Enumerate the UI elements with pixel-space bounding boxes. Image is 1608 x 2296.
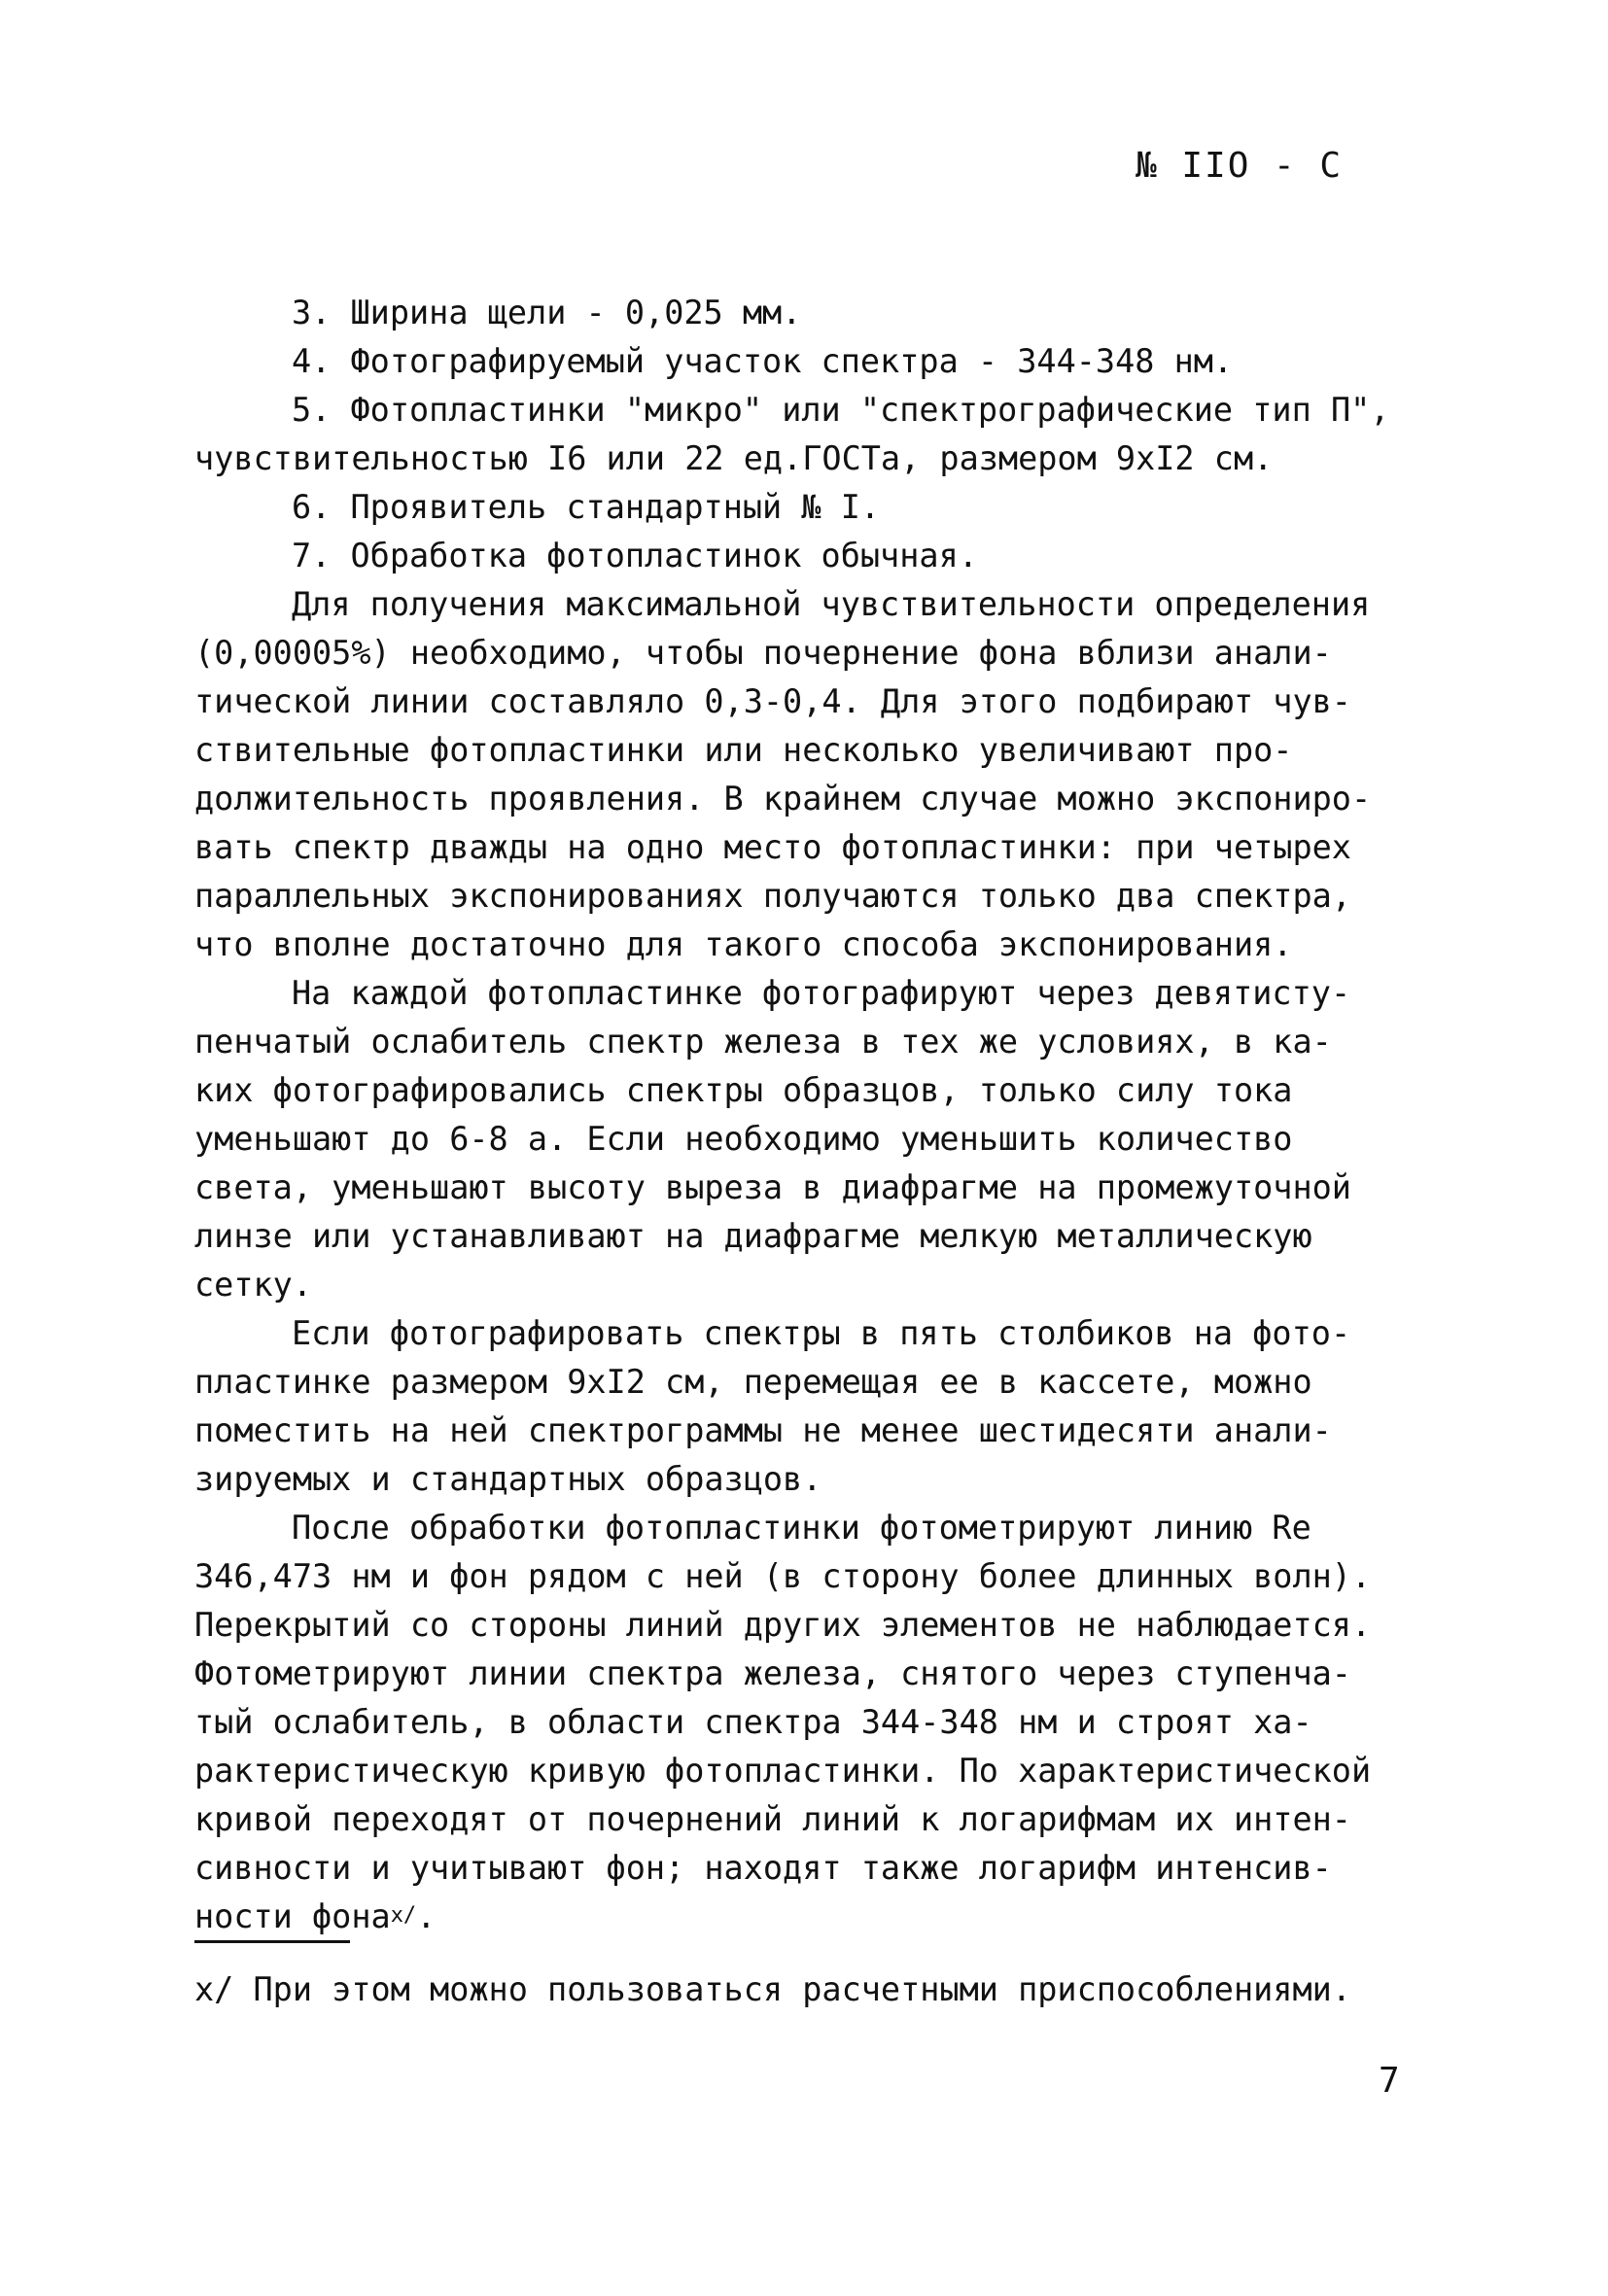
paragraph-line: что вполне достаточно для такого способа экспонирования. [194, 925, 1293, 963]
paragraph-line: рактеристическую кривую фотопластинки. По характеристической [194, 1752, 1372, 1790]
list-item-6: 6. Проявитель стандартный № I. [292, 488, 881, 526]
list-item-5-continued: чувствительностью I6 или 22 ед.ГОСТа, размером 9xI2 см. [194, 439, 1274, 477]
footnote-marker: x/ [390, 1903, 417, 1928]
list-item-3: 3. Ширина щели - 0,025 мм. [292, 294, 802, 331]
paragraph-line: Фотометрируют линии спектра железа, снятого через ступенча- [194, 1654, 1351, 1692]
list-item-7: 7. Обработка фотопластинок обычная. [292, 537, 978, 574]
paragraph-line: поместить на ней спектрограммы не менее шестидесяти анали- [194, 1411, 1332, 1449]
paragraph-line: 346,473 нм и фон рядом с ней (в сторону более длинных волн). [194, 1557, 1372, 1595]
paragraph-line: кривой переходят от почернений линий к логарифмам их интен- [194, 1800, 1351, 1838]
paragraph-line: линзе или устанавливают на диафрагме мелкую металлическую [194, 1217, 1312, 1255]
paragraph-line: вать спектр дважды на одно место фотопластинки: при четырех [194, 828, 1351, 866]
paragraph-line: пластинке размером 9xI2 см, перемещая ее в кассете, можно [194, 1363, 1312, 1401]
paragraph-line: (0,00005%) необходимо, чтобы почернение фона вблизи анали- [194, 634, 1332, 672]
document-number: № IIO - С [1136, 146, 1344, 186]
paragraph-line: света, уменьшают высоту выреза в диафрагме на промежуточной [194, 1168, 1351, 1206]
paragraph-line: тый ослабитель, в области спектра 344-348 нм и строят ха- [194, 1703, 1312, 1741]
paragraph-last-line [194, 1897, 437, 1935]
paragraph-line: зируемых и стандартных образцов. [194, 1460, 822, 1498]
paragraph-line: Если фотографировать спектры в пять столбиков на фото- [292, 1314, 1351, 1352]
footnote-divider [194, 1940, 350, 1943]
list-item-5: 5. Фотопластинки "микро" или "спектрографические тип П", [292, 391, 1390, 429]
page-number: 7 [1379, 2061, 1400, 2101]
paragraph-last-line-text: ности фона [194, 1897, 391, 1935]
paragraph-last-line-end: . [416, 1897, 437, 1935]
paragraph-line: уменьшают до 6-8 а. Если необходимо уменьшить количество [194, 1120, 1293, 1158]
paragraph-line: сетку. [194, 1266, 313, 1304]
paragraph-line: Для получения максимальной чувствительности определения [292, 585, 1371, 623]
paragraph-line: ких фотографировались спектры образцов, только силу тока [194, 1071, 1293, 1109]
paragraph-line: Перекрытий со стороны линий других элементов не наблюдается. [194, 1606, 1372, 1644]
paragraph-line: должительность проявления. В крайнем случае можно экспониро- [194, 780, 1372, 818]
paragraph-line: пенчатый ослабитель спектр железа в тех же условиях, в ка- [194, 1023, 1332, 1061]
paragraph-line: На каждой фотопластинке фотографируют через девятисту- [292, 974, 1351, 1012]
paragraph-line: После обработки фотопластинки фотометрируют линию Re [292, 1509, 1311, 1547]
paragraph-line: параллельных экспонированиях получаются только два спектра, [194, 877, 1351, 915]
paragraph-line: сивности и учитывают фон; находят также логарифм интенсив- [194, 1849, 1332, 1887]
list-item-4: 4. Фотографируемый участок спектра - 344-348 нм. [292, 342, 1234, 380]
paragraph-line: ствительные фотопластинки или несколько увеличивают про- [194, 731, 1293, 769]
footnote-text: x/ При этом можно пользоваться расчетными приспособлениями. [194, 1970, 1351, 2008]
paragraph-line: тической линии составляло 0,3-0,4. Для этого подбирают чув- [194, 682, 1351, 720]
